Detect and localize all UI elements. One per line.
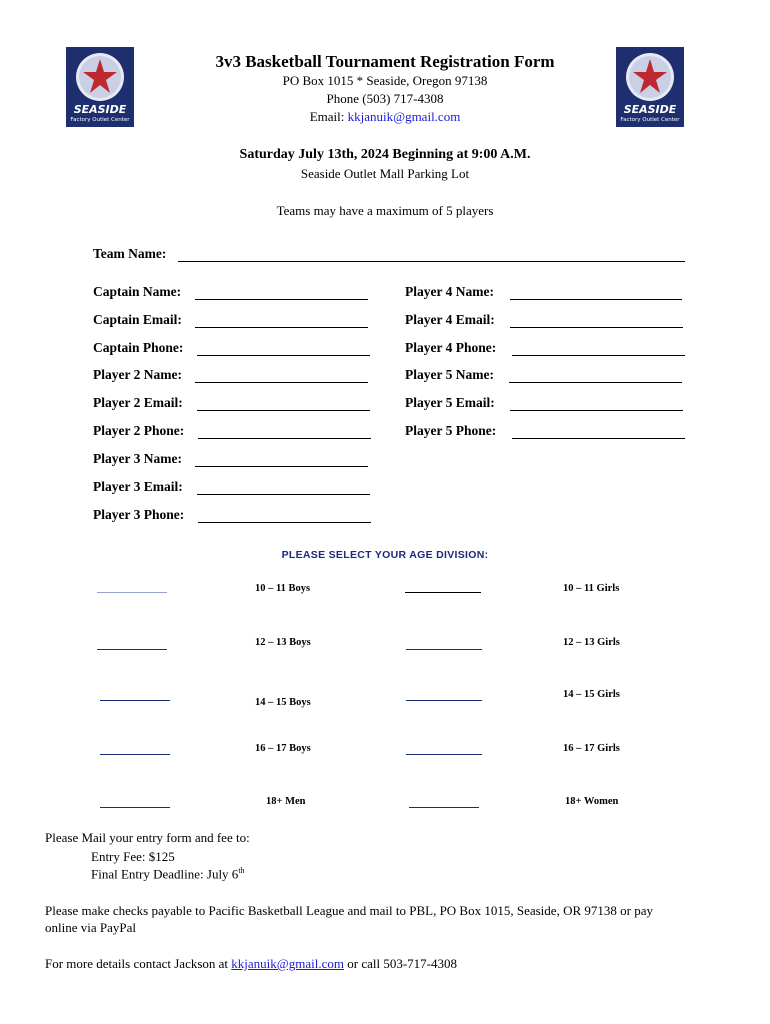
division-label: 18+ Men — [266, 796, 306, 807]
deadline-suffix: th — [238, 866, 245, 875]
select-girls-10-11[interactable] — [405, 592, 481, 593]
svg-text:SEASIDE: SEASIDE — [73, 103, 127, 116]
deadline-text: Final Entry Deadline: July 6 — [91, 866, 239, 882]
division-label: 12 – 13 Girls — [563, 637, 620, 648]
select-girls-12-13[interactable] — [406, 649, 482, 650]
entry-fee: Entry Fee: $125 — [91, 849, 175, 864]
captain-phone-field[interactable] — [197, 355, 370, 356]
player4-phone-field[interactable] — [512, 355, 685, 356]
captain-name-field[interactable] — [195, 299, 368, 300]
division-label: 16 – 17 Boys — [255, 743, 311, 754]
division-label: 18+ Women — [565, 796, 619, 807]
field-label: Captain Email: — [93, 312, 182, 327]
select-men-18[interactable] — [100, 807, 170, 808]
contact-prefix: For more details contact Jackson at — [45, 956, 232, 971]
division-label: 14 – 15 Boys — [255, 697, 311, 708]
select-girls-16-17[interactable] — [406, 754, 482, 755]
age-division-heading: PLEASE SELECT YOUR AGE DIVISION: — [281, 549, 489, 561]
header-phone: Phone (503) 717-4308 — [326, 91, 444, 106]
entry-deadline — [91, 866, 245, 882]
team-name-label: Team Name: — [93, 246, 167, 261]
player2-phone-field[interactable] — [198, 438, 371, 439]
select-boys-14-15[interactable] — [100, 700, 170, 701]
checks-line-2: online via PayPal — [45, 920, 136, 935]
division-label: 12 – 13 Boys — [255, 637, 311, 648]
event-location: Seaside Outlet Mall Parking Lot — [300, 166, 470, 181]
player5-name-field[interactable] — [509, 382, 682, 383]
header-email-line — [0, 109, 770, 125]
field-label: Player 2 Phone: — [93, 423, 185, 438]
field-label: Player 5 Email: — [405, 395, 495, 410]
select-boys-12-13[interactable] — [97, 649, 167, 650]
player3-name-field[interactable] — [195, 466, 368, 467]
field-label: Player 5 Name: — [405, 367, 494, 382]
select-girls-14-15[interactable] — [406, 700, 482, 701]
svg-text:Factory Outlet Center: Factory Outlet Center — [620, 117, 680, 123]
division-label: 14 – 15 Girls — [563, 689, 620, 700]
select-boys-10-11[interactable] — [97, 592, 167, 593]
division-label: 10 – 11 Boys — [255, 583, 311, 594]
field-label: Player 2 Name: — [93, 367, 182, 382]
field-label: Player 5 Phone: — [405, 423, 497, 438]
player3-phone-field[interactable] — [198, 522, 371, 523]
contact-line — [45, 956, 457, 972]
contact-email-link[interactable]: kkjanuik@gmail.com — [231, 956, 344, 971]
header-email-link[interactable]: kkjanuik@gmail.com — [347, 109, 461, 124]
field-label: Player 4 Email: — [405, 312, 495, 327]
player4-email-field[interactable] — [510, 327, 683, 328]
svg-text:Factory Outlet Center: Factory Outlet Center — [70, 117, 130, 123]
max-players-note: Teams may have a maximum of 5 players — [276, 203, 494, 218]
form-title: 3v3 Basketball Tournament Registration Form — [215, 52, 555, 71]
field-label: Player 3 Email: — [93, 479, 183, 494]
captain-email-field[interactable] — [195, 327, 368, 328]
player5-phone-field[interactable] — [512, 438, 685, 439]
select-women-18[interactable] — [409, 807, 479, 808]
player2-email-field[interactable] — [197, 410, 370, 411]
player3-email-field[interactable] — [197, 494, 370, 495]
team-name-field[interactable] — [178, 261, 685, 262]
division-label: 16 – 17 Girls — [563, 743, 620, 754]
field-label: Captain Name: — [93, 284, 182, 299]
contact-suffix: or call 503-717-4308 — [343, 956, 457, 971]
checks-line-1: Please make checks payable to Pacific Basketball League and mail to PBL, PO Box 1015, Seaside, OR 97138 or pay — [45, 903, 653, 918]
select-boys-16-17[interactable] — [100, 754, 170, 755]
division-label: 10 – 11 Girls — [563, 583, 620, 594]
field-label: Player 4 Phone: — [405, 340, 497, 355]
event-date: Saturday July 13th, 2024 Beginning at 9:00 A.M. — [239, 147, 531, 162]
player4-name-field[interactable] — [510, 299, 682, 300]
svg-text:SEASIDE: SEASIDE — [623, 103, 677, 116]
field-label: Player 2 Email: — [93, 395, 183, 410]
field-label: Player 3 Name: — [93, 451, 182, 466]
header-address: PO Box 1015 * Seaside, Oregon 97138 — [282, 73, 488, 88]
field-label: Player 3 Phone: — [93, 507, 185, 522]
field-label: Player 4 Name: — [405, 284, 494, 299]
mail-intro: Please Mail your entry form and fee to: — [45, 830, 250, 845]
player5-email-field[interactable] — [510, 410, 683, 411]
player2-name-field[interactable] — [195, 382, 368, 383]
field-label: Captain Phone: — [93, 340, 184, 355]
email-label: Email: — [309, 109, 348, 124]
